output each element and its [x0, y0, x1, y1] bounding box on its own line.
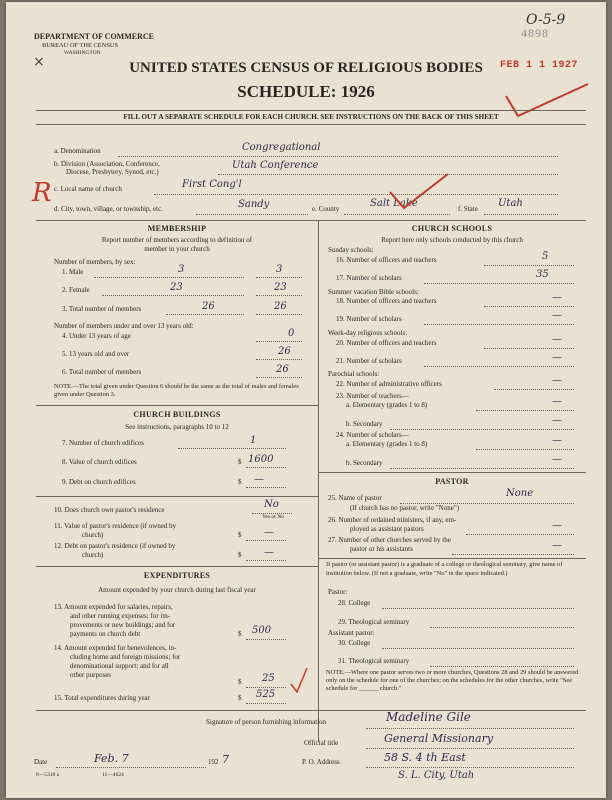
q25-value[interactable]: None: [506, 488, 534, 499]
sunday-schools-heading: Sunday schools:: [328, 246, 374, 254]
q11-label-2: church): [82, 531, 104, 539]
q14-line-2: cluding home and foreign missions; for: [70, 653, 181, 661]
red-r-mark-icon: R: [32, 178, 52, 208]
division-label: b. Division (Association, Conference,: [54, 160, 160, 168]
q7-value[interactable]: 1: [250, 435, 257, 446]
city-field-value[interactable]: Sandy: [238, 199, 270, 210]
year-suffix[interactable]: 7: [222, 753, 229, 766]
city-label: WASHINGTON: [64, 50, 101, 56]
q28-label: 28. College: [338, 599, 371, 607]
q1-label: 1. Male: [62, 268, 84, 276]
q10-hint: Yes or No: [262, 514, 285, 520]
buildings-heading: CHURCH BUILDINGS: [133, 410, 221, 419]
serial-number: 4898: [521, 26, 549, 40]
q9-label: 9. Debt on church edifices: [62, 478, 136, 486]
q14-line-4: other purposes: [70, 671, 112, 679]
q23b-label: b. Secondary: [346, 420, 383, 428]
summer-schools-heading: Summer vacation Bible schools:: [328, 288, 419, 296]
q14-line-3: denominational support; and for all: [70, 662, 169, 670]
q8-label: 8. Value of church edifices: [62, 458, 137, 466]
signature-value[interactable]: Madeline Gile: [386, 710, 471, 724]
q26-value[interactable]: —: [552, 520, 562, 531]
form-code: 8—5318 a: [36, 772, 60, 778]
year-prefix: 192: [208, 758, 219, 766]
q23-label: 23. Number of teachers—: [336, 392, 409, 400]
q12-label-2: church): [82, 551, 104, 559]
county-value[interactable]: Salt Lake: [370, 198, 418, 209]
q1-value-b[interactable]: 3: [276, 264, 283, 275]
q23a-value[interactable]: —: [552, 396, 562, 407]
q2-value-a[interactable]: 23: [170, 282, 183, 293]
expenditures-subheading: Amount expended by your church during last fiscal year: [98, 586, 256, 594]
q24a-value[interactable]: —: [552, 435, 562, 446]
membership-footnote: NOTE.—The total given under Question 6 should be the same as the total of males and females given under Question 3.: [54, 383, 299, 398]
q12-value[interactable]: —: [264, 547, 274, 558]
date-value[interactable]: Feb. 7: [94, 752, 129, 765]
q2-label: 2. Female: [62, 286, 90, 294]
bureau-label: BUREAU OF THE CENSUS: [42, 42, 119, 49]
local-name-value[interactable]: First Cong'l: [182, 179, 242, 190]
q22-label: 22. Number of administrative officers: [336, 380, 442, 388]
pastor-footnote: NOTE.—Where one pastor serves two or more churches, Questions 28 and 29 should be answered only on the schedule for one of the churches; on the schedules for the other churches, write "See schedule for ______ church.": [326, 669, 579, 692]
q16-value[interactable]: 5: [542, 251, 549, 262]
schedule-title: SCHEDULE: 1926: [237, 82, 375, 101]
q18-value[interactable]: —: [552, 292, 562, 303]
division-label-2: Diocese, Presbytery, Synod, etc.): [66, 168, 159, 176]
red-check-county-icon: [386, 170, 456, 212]
q5-value[interactable]: 26: [278, 346, 291, 357]
graduate-note: If pastor (or assistant pastor) is a graduate of a college or theological seminary, give name of institution below. (If not a graduate, write "No" in the space indicated.): [326, 561, 563, 577]
schools-subheading: Report here only schools conducted by this church: [381, 236, 523, 244]
po-address-label: P. O. Address: [302, 758, 340, 766]
q20-value[interactable]: —: [552, 334, 562, 345]
weekday-schools-heading: Week-day religious schools:: [328, 329, 408, 337]
county-label: e. County: [312, 205, 340, 213]
form-title: UNITED STATES CENSUS OF RELIGIOUS BODIES: [129, 60, 483, 76]
form-code-2: 11—4624: [102, 772, 124, 778]
buildings-subheading: See instructions, paragraphs 10 to 12: [125, 423, 229, 431]
q4-label: 4. Under 13 years of age: [62, 332, 131, 340]
q10-value[interactable]: No: [264, 499, 279, 510]
q21-label: 21. Number of scholars: [336, 357, 402, 365]
q26-line-2: ployed as assistant pastors: [350, 525, 424, 533]
q17-value[interactable]: 35: [536, 269, 549, 280]
denomination-label: a. Denomination: [54, 147, 101, 155]
po-address-value-2[interactable]: S. L. City, Utah: [398, 770, 475, 781]
q3-value-b[interactable]: 26: [274, 301, 287, 312]
official-title-value[interactable]: General Missionary: [384, 732, 494, 745]
schools-heading: CHURCH SCHOOLS: [411, 224, 493, 233]
q27-value[interactable]: —: [552, 540, 562, 551]
q1-value-a[interactable]: 3: [178, 264, 185, 275]
city-field-label: d. City, town, village, or township, etc.: [54, 205, 163, 213]
q14-line-1: 14. Amount expended for benevolences, in-: [54, 644, 177, 652]
q9-value[interactable]: —: [254, 474, 264, 485]
received-date-stamp: FEB 1 1 1927: [500, 60, 579, 71]
official-title-label: Official title: [304, 739, 339, 747]
q19-label: 19. Number of scholars: [336, 315, 402, 323]
state-value[interactable]: Utah: [498, 198, 523, 209]
q17-label: 17. Number of scholars: [336, 274, 402, 282]
q22-value[interactable]: —: [552, 375, 562, 386]
q20-label: 20. Number of officers and teachers: [336, 339, 437, 347]
membership-note-1: Report number of members according to definition of: [101, 236, 253, 244]
q13-line-3: provements or new buildings; and for: [70, 621, 176, 629]
q13-line-1: 13. Amount expended for salaries, repairs,: [54, 603, 173, 611]
department-label: DEPARTMENT OF COMMERCE: [34, 32, 155, 41]
q23a-label: a. Elementary (grades 1 to 8): [346, 401, 428, 409]
q30-label: 30. College: [338, 639, 371, 647]
q6-value[interactable]: 26: [276, 364, 289, 375]
q3-value-a[interactable]: 26: [202, 301, 215, 312]
membership-note-2: member in your church: [144, 245, 210, 253]
q24a-label: a. Elementary (grades 1 to 8): [346, 440, 428, 448]
q14-value[interactable]: 25: [262, 673, 275, 684]
q11-value[interactable]: —: [264, 527, 274, 538]
q29-label: 29. Theological seminary: [338, 618, 410, 626]
q23b-value[interactable]: —: [552, 415, 562, 426]
membership-heading: MEMBERSHIP: [147, 224, 207, 233]
pastor-subheading: Pastor:: [328, 588, 348, 596]
q7-label: 7. Number of church edifices: [62, 439, 144, 447]
q25-label: 25. Name of pastor: [328, 494, 382, 502]
q5-label: 5. 13 years old and over: [62, 350, 130, 358]
census-schedule-sheet: DEPARTMENT OF COMMERCE BUREAU OF THE CENSUS WASHINGTON × O-5-9 4898 UNITED STATES CENSUS OF RELIGIOUS BODIES SCHEDULE: 1926 FEB 1 1 1927 FILL OUT A SEPARATE SCHEDULE FOR EACH CHURCH. SEE INSTRUCTIONS ON THE BACK OF THIS SHEET a. Denomination Congregational b. Division (Association, Conference, Diocese, Presbytery, Synod, etc.) Utah Conference R c. Local name of church First Cong'l d. City, town, village, or township, etc. Sandy e. County Salt Lake f. State Utah MEMBERSHIP Report number of members according to definition of member in your church Number of members, by sex: 1. Male 3 3 2. Female 23 23 3. Total number of members 26 26 Number of members under and over 13 years old: 4. Under 13 years of age 0 5. 13 years old and over 26 6. Total number of members 26 NOTE.—The total given under Question 6 should be the same as the total of males and females given under Question 3. CHURCH BUILDINGS See instructions, paragraphs 10 to 12 7. Number of church edifices 1 8. Value of church edifices $ 1600 9. Debt on church edifices $ — 10. Does church own pastor's residence No Yes or No 11. Value of pastor's residence (if owned by church) $ — 12. Debt on pastor's residence (if owned by church) $ — EXPENDITURES Amount expended by your church during last fiscal year 13. Amount expended for salaries, repairs, and other running expenses; for im- provements or new buildings; and for payments on church debt $ 500 14. Amount expended for benevolences, in- cluding home and foreign missions; for denominational support; and for all other purposes $ 25 15. Total expenditures during year $ 525 CHURCH SCHOOLS Report here only schools conducted by this church Sunday schools: 16. Number of officers and teachers 5 17. Number of scholars 35 Summer vacation Bible schools: 18. Number of officers and teachers — 19. Number of scholars — Week-day religious schools: 20. Number of officers and teachers — 21. Number of scholars — Parochial schools: 22. Number of administrative officers — 23. Number of teachers— a. Elementary (grades 1 to 8) — b. Secondary — 24. Number of scholars— a. Elementary (grades 1 to 8) — b. Secondary — PASTOR 25. Name of pastor None (If church has no pastor, write "None") 26. Number of ordained ministers, if any, em- ployed as assistant pastors — 27. Number of other churches served by the pastor or his assistants — If pastor (or assistant pastor) is a graduate of a college or theological seminary, give name of institution below. (If not a graduate, write "No" in the space indicated.) Pastor: 28. College 29. Theological seminary Assistant pastor: 30. College 31. Theological seminary NOTE.—Where one pastor serves two or more churches, Questions 28 and 29 should be answered only on the schedule for one of the churches; on the schedules for the other churches, write "See schedule for ______ church." Signature of person furnishing information Madeline Gile Official title General Missionary Date Feb. 7 192 7 P. O. Address 58 S. 4 th East S. L. City, Utah 8—5318 a 11—4624: [6, 2, 606, 798]
q21-value[interactable]: —: [552, 352, 562, 363]
q24b-label: b. Secondary: [346, 459, 383, 467]
q6-label: 6. Total number of members: [62, 368, 142, 376]
division-value[interactable]: Utah Conference: [232, 160, 319, 171]
q24-label: 24. Number of scholars—: [336, 431, 409, 439]
denomination-value[interactable]: Congregational: [242, 142, 321, 153]
q16-label: 16. Number of officers and teachers: [336, 256, 437, 264]
age-heading: Number of members under and over 13 years old:: [54, 322, 194, 330]
signature-label: Signature of person furnishing information: [206, 718, 327, 726]
parochial-schools-heading: Parochial schools:: [328, 370, 380, 378]
corner-code: O-5-9: [526, 12, 566, 28]
q13-line-4: payments on church debt: [70, 630, 141, 638]
q2-value-b[interactable]: 23: [274, 282, 287, 293]
q11-label: 11. Value of pastor's residence (if owned by: [54, 522, 177, 530]
q19-value[interactable]: —: [552, 310, 562, 321]
local-name-label: c. Local name of church: [54, 185, 122, 193]
q12-label: 12. Debt on pastor's residence (if owned by: [54, 542, 176, 550]
q26-line-1: 26. Number of ordained ministers, if any, em-: [328, 516, 457, 524]
q10-label: 10. Does church own pastor's residence: [54, 506, 165, 514]
q4-value[interactable]: 0: [288, 328, 295, 339]
q13-line-2: and other running expenses; for im-: [70, 612, 171, 620]
pencil-x-mark-icon: ×: [33, 54, 45, 70]
q25-hint: (If church has no pastor, write "None"): [350, 504, 460, 512]
q24b-value[interactable]: —: [552, 454, 562, 465]
instruction-line: FILL OUT A SEPARATE SCHEDULE FOR EACH CHURCH. SEE INSTRUCTIONS ON THE BACK OF THIS SHEET: [123, 113, 499, 121]
q18-label: 18. Number of officers and teachers: [336, 297, 437, 305]
q15-value[interactable]: 525: [256, 689, 276, 700]
q27-line-1: 27. Number of other churches served by the: [328, 536, 451, 544]
q31-label: 31. Theological seminary: [338, 657, 410, 665]
date-label: Date: [34, 758, 48, 766]
q27-line-2: pastor or his assistants: [350, 545, 413, 553]
q13-value[interactable]: 500: [252, 625, 272, 636]
q15-label: 15. Total expenditures during year: [54, 694, 150, 702]
expenditures-heading: EXPENDITURES: [143, 571, 211, 580]
assistant-pastor-subheading: Assistant pastor:: [328, 629, 375, 637]
state-label: f. State: [458, 205, 478, 213]
po-address-value[interactable]: 58 S. 4 th East: [384, 751, 466, 764]
q8-value[interactable]: 1600: [248, 454, 274, 465]
by-sex-heading: Number of members, by sex:: [54, 258, 136, 266]
red-check-q14-icon: [288, 666, 310, 696]
q3-label: 3. Total number of members: [62, 305, 142, 313]
pastor-heading: PASTOR: [435, 477, 469, 486]
